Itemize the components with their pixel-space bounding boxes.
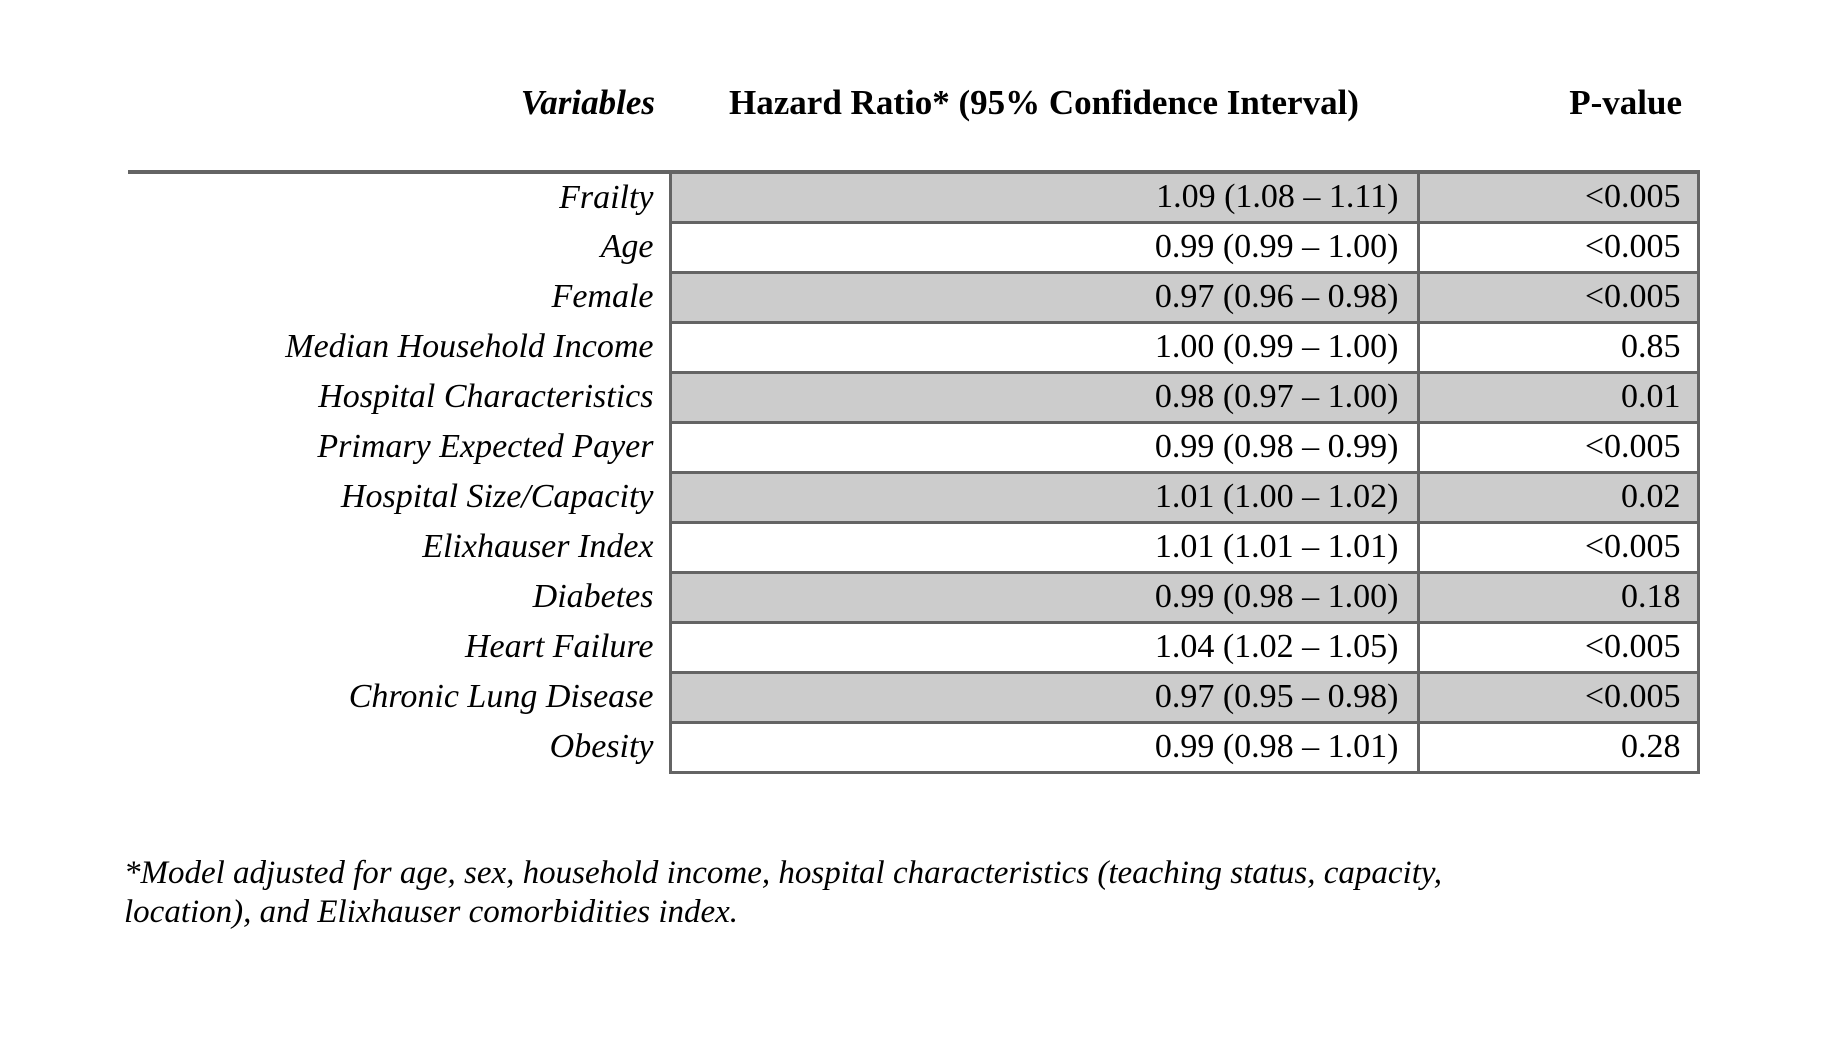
table-row <box>128 722 1698 772</box>
variable-cell: Median Household Income <box>285 328 654 365</box>
variable-cell: Heart Failure <box>464 628 654 665</box>
table-row <box>128 472 1698 522</box>
table-row <box>128 222 1698 272</box>
column-header-variables: Variables <box>520 83 655 122</box>
p-value-cell: <0.005 <box>1418 172 1698 222</box>
p-value-cell: 0.85 <box>1418 322 1698 372</box>
footnote-line: *Model adjusted for age, sex, household income, hospital characteristics (teaching status, capacity, <box>124 855 1442 891</box>
p-value-cell: 0.28 <box>1418 722 1698 772</box>
p-value-cell: <0.005 <box>1418 672 1698 722</box>
table-row <box>128 422 1698 472</box>
hazard-ratio-cell: 0.99 (0.98 – 0.99) <box>670 422 1418 472</box>
column-header-hazard-ratio: Hazard Ratio* (95% Confidence Interval) <box>729 83 1359 122</box>
variable-cell: Chronic Lung Disease <box>348 678 654 715</box>
hazard-ratio-cell: 1.01 (1.01 – 1.01) <box>670 522 1418 572</box>
p-value-cell: 0.18 <box>1418 572 1698 622</box>
table-header <box>128 82 1698 172</box>
variable-cell: Primary Expected Payer <box>317 428 654 465</box>
hazard-ratio-cell: 0.99 (0.98 – 1.01) <box>670 722 1418 772</box>
hazard-ratio-cell: 0.97 (0.96 – 0.98) <box>670 272 1418 322</box>
p-value-cell: <0.005 <box>1418 272 1698 322</box>
hazard-ratio-cell: 1.00 (0.99 – 1.00) <box>670 322 1418 372</box>
hazard-ratio-cell: 1.01 (1.00 – 1.02) <box>670 472 1418 522</box>
table-row <box>128 372 1698 422</box>
hazard-ratio-cell: 1.09 (1.08 – 1.11) <box>670 172 1418 222</box>
p-value-cell: <0.005 <box>1418 522 1698 572</box>
table-body <box>128 172 1698 772</box>
hazard-ratio-cell: 1.04 (1.02 – 1.05) <box>670 622 1418 672</box>
variable-cell: Hospital Size/Capacity <box>340 478 654 515</box>
variable-cell: Obesity <box>549 728 654 765</box>
footnote <box>124 854 1442 932</box>
hazard-ratio-cell: 0.99 (0.98 – 1.00) <box>670 572 1418 622</box>
variable-cell: Female <box>551 278 654 315</box>
hazard-ratio-table <box>128 82 1700 774</box>
variable-cell: Elixhauser Index <box>422 528 654 565</box>
table-row <box>128 622 1698 672</box>
p-value-cell: 0.02 <box>1418 472 1698 522</box>
table-row <box>128 572 1698 622</box>
table-row <box>128 672 1698 722</box>
variable-cell: Hospital Characteristics <box>318 378 654 415</box>
variable-cell: Diabetes <box>532 578 654 615</box>
p-value-cell: <0.005 <box>1418 422 1698 472</box>
header-row <box>128 82 1698 172</box>
p-value-cell: <0.005 <box>1418 222 1698 272</box>
hazard-ratio-table-container <box>128 82 1698 774</box>
variable-cell: Frailty <box>128 172 670 222</box>
table-row <box>128 172 1698 222</box>
p-value-cell: 0.01 <box>1418 372 1698 422</box>
footnote-line: location), and Elixhauser comorbidities index. <box>124 894 739 930</box>
hazard-ratio-cell: 0.97 (0.95 – 0.98) <box>670 672 1418 722</box>
table-row <box>128 272 1698 322</box>
variable-cell: Age <box>600 228 654 265</box>
table-row <box>128 322 1698 372</box>
column-header-p-value: P-value <box>1569 83 1682 122</box>
hazard-ratio-cell: 0.98 (0.97 – 1.00) <box>670 372 1418 422</box>
table-row <box>128 522 1698 572</box>
hazard-ratio-cell: 0.99 (0.99 – 1.00) <box>670 222 1418 272</box>
p-value-cell: <0.005 <box>1418 622 1698 672</box>
